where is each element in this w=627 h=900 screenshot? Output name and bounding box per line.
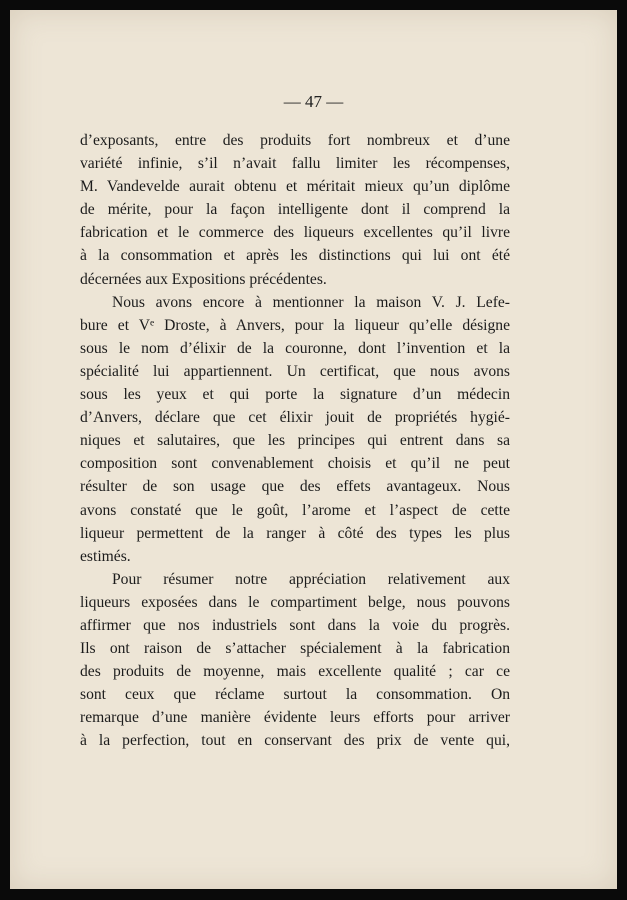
text-line: résulter de son usage que des effets avantageux. Nous	[80, 478, 510, 496]
text-line: affirmer que nos industriels sont dans la voie du progrès.	[80, 616, 510, 634]
text-line: Pour résumer notre appréciation relativement aux	[112, 570, 510, 588]
text-line: de mérite, pour la façon intelligente dont il comprend la	[80, 201, 510, 219]
text-line: variété infinie, s’il n’avait fallu limiter les récompenses,	[80, 155, 510, 173]
page-number: — 47 —	[283, 92, 344, 111]
text-line: Nous avons encore à mentionner la maison V. J. Lefe-	[112, 293, 510, 311]
paragraph-2	[80, 291, 510, 568]
text-line: sous les yeux et qui porte la signature d’un médecin	[80, 386, 510, 404]
text-line: d’Anvers, déclare que cet élixir jouit de propriétés hygié-	[80, 409, 510, 427]
text-line: des produits de moyenne, mais excellente qualité ; car ce	[80, 663, 510, 681]
text-line: composition sont convenablement choisis et qu’il ne peut	[80, 455, 510, 473]
book-page	[10, 10, 617, 889]
text-line: liqueurs exposées dans le compartiment belge, nous pouvons	[80, 593, 510, 611]
text-line: spécialité lui appartiennent. Un certificat, que nous avons	[80, 362, 510, 380]
text-line: remarque d’une manière évidente leurs efforts pour arriver	[80, 709, 510, 727]
text-line: bure et Vᵉ Droste, à Anvers, pour la liqueur qu’elle désigne	[80, 316, 510, 334]
text-line: à la consommation et après les distinctions qui lui ont été	[80, 247, 510, 265]
paragraph-1	[80, 129, 510, 291]
text-line: fabrication et le commerce des liqueurs excellentes qu’il livre	[80, 224, 510, 242]
text-line: avons constaté que le goût, l’arome et l’aspect de cette	[80, 501, 510, 519]
paragraph-3	[80, 568, 510, 753]
text-line: estimés.	[80, 547, 131, 565]
text-line: décernées aux Expositions précédentes.	[80, 270, 327, 288]
text-line: d’exposants, entre des produits fort nombreux et d’une	[80, 132, 510, 149]
text-line: sont ceux que réclame surtout la consommation. On	[80, 686, 510, 704]
text-line: niques et salutaires, que les principes qui entrent dans sa	[80, 432, 510, 450]
text-line: M. Vandevelde aurait obtenu et méritait mieux qu’un diplôme	[80, 178, 510, 196]
text-line: à la perfection, tout en conservant des prix de vente qui,	[80, 732, 510, 750]
text-line: Ils ont raison de s’attacher spécialement à la fabrication	[80, 640, 510, 658]
body-text	[80, 129, 510, 753]
text-line: liqueur permettent de la ranger à côté des types les plus	[80, 524, 510, 542]
text-line: sous le nom d’élixir de la couronne, dont l’invention et la	[80, 339, 510, 357]
